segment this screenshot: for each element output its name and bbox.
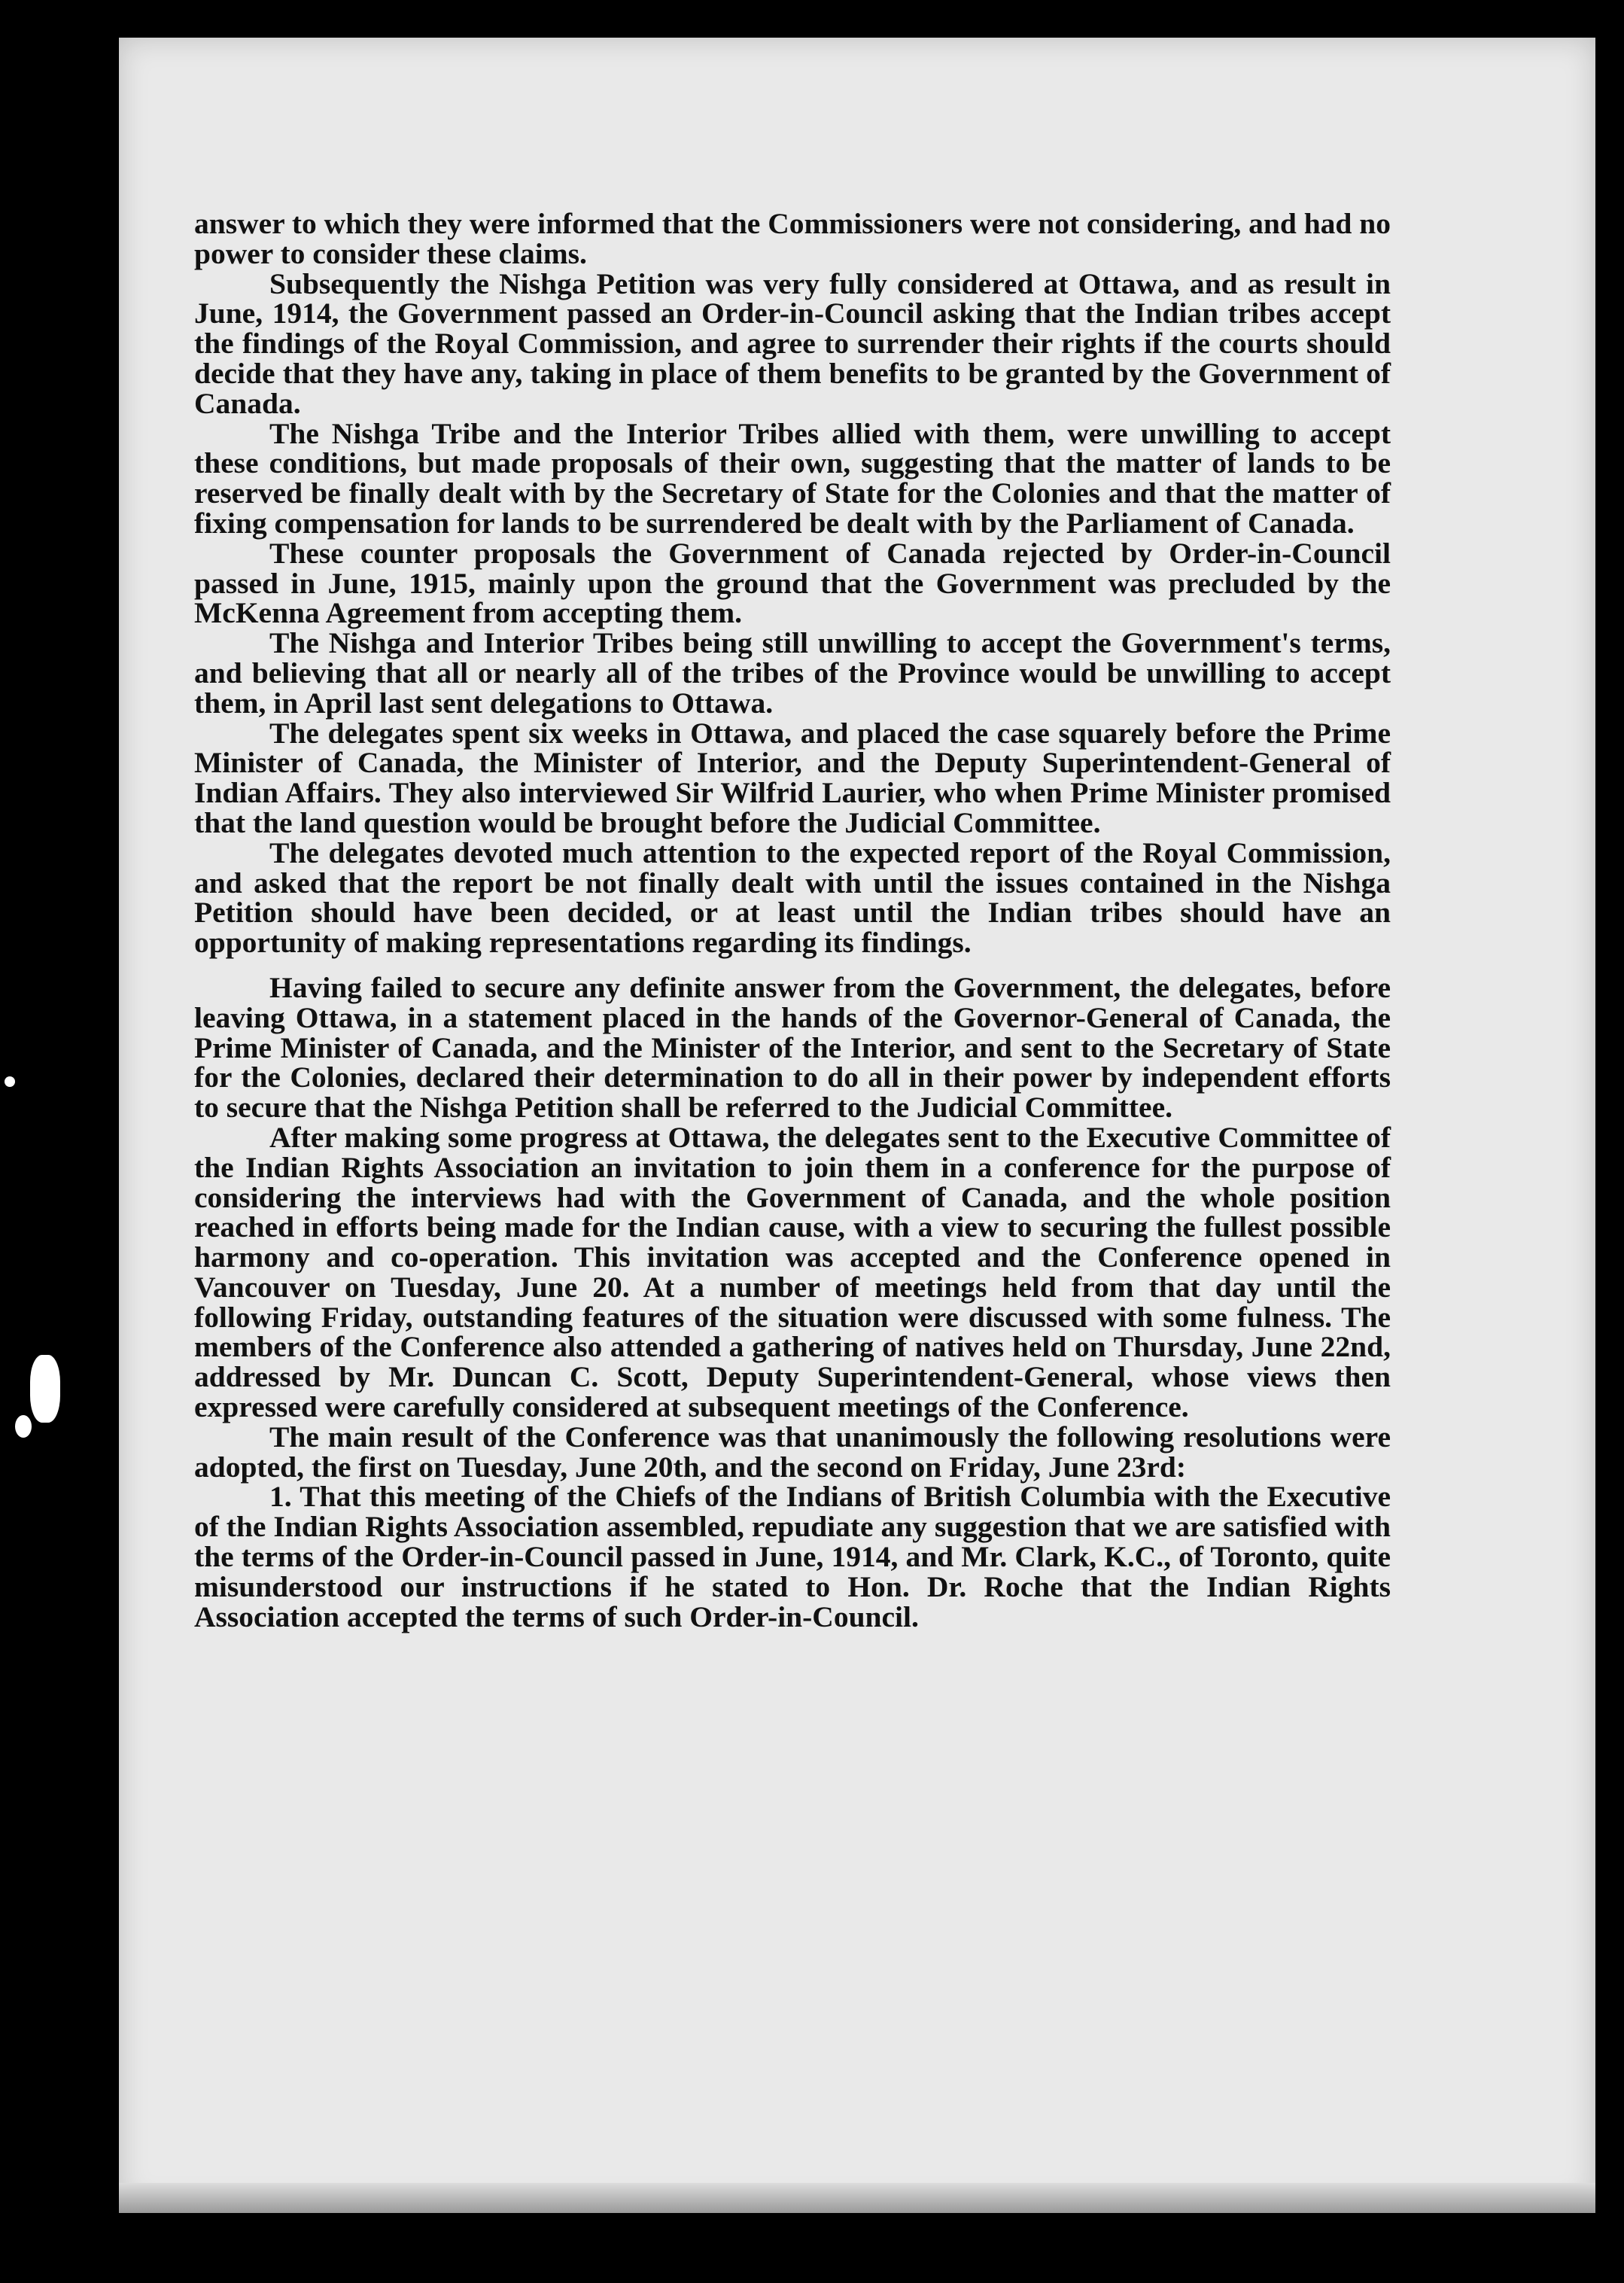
paragraph-nishga-petition: Subsequently the Nishga Petition was very fully considered at Ottawa, and as result in June, 1914, the Government passed an Order-in-Council asking that the Indian tribes accept the findings of the Royal Commission, and agree to surrender their rights if the courts should decide that they have any, taking in place of them benefits to be granted by the Government of Canada. [194,266,1391,420]
scan-speck [30,1355,60,1423]
paragraph-interior-tribes: The Nishga Tribe and the Interior Tribes allied with them, were unwilling to accept these conditions, but made proposals of their own, suggesting that the matter of lands to be reserved be finally dealt with by the Secretary of State for the Colonies and that the matter of fixing compensation for lands to be surrendered be dealt with by the Parliament of Canada. [194,416,1391,540]
document-body [194,209,1391,1632]
paragraph-intro: answer to which they were informed that the Commissioners were not considering, and had no power to consider these claims. [194,207,1391,270]
paragraph-delegations: The Nishga and Interior Tribes being still unwilling to accept the Government's terms, and believing that all or nearly all of the tribes of the Province would be unwilling to accept them, in April last sent delegations to Ottawa. [194,626,1391,720]
paragraph-conference: After making some progress at Ottawa, the delegates sent to the Executive Committee of the Indian Rights Association an invitation to join them in a conference for the purpose of considering the interviews had with the Government of Canada, and the whole position reached in efforts being made for the Indian cause, with a view to securing the fullest possible harmony and co-operation. This invitation was accepted and the Conference opened in Vancouver on Tuesday, June 20. At a number of meetings held from that day until the following Friday, outstanding features of the situation were discussed with some fulness. The members of the Conference also attended a gathering of natives held on Thursday, June 22nd, addressed by Mr. Duncan C. Scott, Deputy Superintendent-General, whose views then expressed were carefully considered at subsequent meetings of the Conference. [194,1120,1391,1424]
paragraph-counter-proposals: These counter proposals the Government of Canada rejected by Order-in-Council passed in June, 1915, mainly upon the ground that the Government was precluded by the McKenna Agreement from accepting them. [194,536,1391,630]
scan-speck [5,1076,15,1087]
page-bottom-edge [119,2183,1595,2213]
paragraph-royal-commission: The delegates devoted much attention to the expected report of the Royal Commission, and asked that the report be not finally dealt with until the issues contained in the Nishga Petition should have been decided, or at least until the Indian tribes should have an opportunity of making representations regarding its findings. [194,836,1391,960]
scan-speck [15,1415,32,1438]
paragraph-resolution-1: 1. That this meeting of the Chiefs of the Indians of British Columbia with the Executive of the Indian Rights Association assembled, repudiate any suggestion that we are satisfied with the terms of the Order-in-Council passed in June, 1914, and Mr. Clark, K.C., of Toronto, quite misunderstood our instructions if he stated to Hon. Dr. Roche that the Indian Rights Association accepted the terms of such Order-in-Council. [194,1480,1391,1633]
paragraph-main-result: The main result of the Conference was that unanimously the following resolutions were adopted, the first on Tuesday, June 20th, and the second on Friday, June 23rd: [194,1420,1391,1484]
paragraph-six-weeks: The delegates spent six weeks in Ottawa, and placed the case squarely before the Prime Minister of Canada, the Minister of Interior, and the Deputy Superintendent-General of Indian Affairs. They also interviewed Sir Wilfrid Laurier, who when Prime Minister promised that the land question would be brought before the Judicial Committee. [194,716,1391,839]
paragraph-failed-to-secure: Having failed to secure any definite answer from the Government, the delegates, before leaving Ottawa, in a statement placed in the hands of the Governor-General of Canada, the Prime Minister of Canada, and the Minister of the Interior, and sent to the Secretary of State for the Colonies, declared their determination to do all in their power by independent efforts to secure that the Nishga Petition shall be referred to the Judicial Committee. [194,970,1391,1125]
